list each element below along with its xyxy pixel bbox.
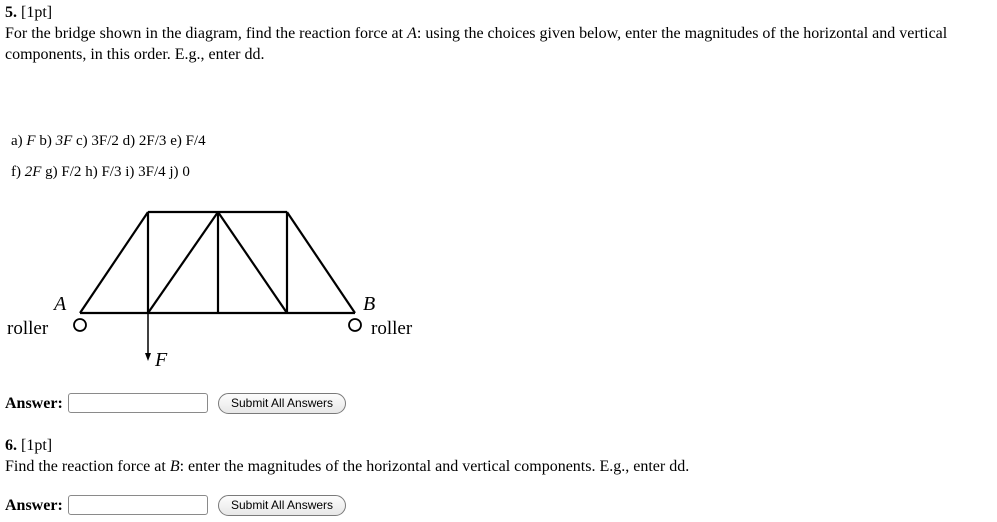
question-5-number: 5. [5, 4, 17, 21]
bridge-truss-diagram [0, 195, 440, 375]
force-arrow-head-icon [145, 353, 151, 361]
choice-letter: b) [39, 133, 52, 149]
choice-letter: g) [45, 164, 58, 180]
choices-row-2 [11, 162, 190, 182]
question-6-header [5, 436, 52, 456]
choice-value: 0 [182, 164, 190, 180]
question-6-answer-label: Answer: [5, 497, 63, 514]
question-6-number: 6. [5, 437, 17, 454]
choice-value: 3F/4 [138, 164, 166, 180]
truss-right-diagonal [287, 212, 355, 313]
label-a: A [54, 293, 67, 315]
roller-left-label: roller [7, 318, 49, 339]
choice-b [39, 133, 72, 149]
truss-left-diagonal [80, 212, 148, 313]
choice-g [45, 164, 81, 180]
choice-letter: c) [76, 133, 88, 149]
question-6-text-part: Find the reaction force at [5, 458, 170, 475]
roller-right-label: roller [371, 318, 413, 339]
roller-b-icon [349, 319, 361, 331]
question-5-text-line2: components, in this order. E.g., enter dd. [5, 46, 265, 63]
question-6-answer-input[interactable] [68, 495, 208, 515]
choice-letter: h) [85, 164, 98, 180]
label-b: B [363, 293, 376, 315]
choice-d [123, 133, 167, 149]
choice-j [169, 164, 189, 180]
question-5-answer-label: Answer: [5, 395, 63, 412]
choice-letter: i) [125, 164, 135, 180]
choice-a [11, 133, 36, 149]
question-5-text-part: For the bridge shown in the diagram, find the reaction force at [5, 25, 408, 42]
choice-value: F/2 [61, 164, 82, 180]
roller-a-icon [74, 319, 86, 331]
choice-letter: f) [11, 164, 21, 180]
question-5-submit-button[interactable]: Submit All Answers [218, 393, 346, 414]
choice-h [85, 164, 121, 180]
question-6-points: [1pt] [21, 437, 53, 454]
choice-value: 3F [55, 133, 73, 149]
question-5-text-part: : using the choices given below, enter the magnitudes of the horizontal and vertical [416, 25, 948, 42]
choice-c [76, 133, 119, 149]
question-5-text-line1 [5, 24, 947, 44]
choice-i [125, 164, 165, 180]
choice-value: 2F [24, 164, 42, 180]
choice-value: 2F/3 [138, 133, 167, 149]
truss-inner-diagonal-1 [148, 212, 218, 313]
choice-letter: a) [11, 133, 23, 149]
question-5-answer-input[interactable] [68, 393, 208, 413]
question-6-var-b: B [169, 458, 180, 475]
question-5-header [5, 3, 52, 23]
choice-value: F/4 [185, 133, 206, 149]
question-6-submit-button[interactable]: Submit All Answers [218, 495, 346, 516]
choice-e [170, 133, 205, 149]
truss-inner-diagonal-2 [218, 212, 287, 313]
choice-value: F/3 [101, 164, 122, 180]
choices-row-1 [11, 131, 206, 151]
question-5-var-a: A [407, 25, 417, 42]
choice-value: F [26, 133, 36, 149]
question-6-text [5, 457, 689, 477]
question-6-text-part: : enter the magnitudes of the horizontal and vertical components. E.g., enter dd. [179, 458, 690, 475]
choice-letter: j) [169, 164, 179, 180]
choice-letter: d) [122, 133, 136, 149]
choice-letter: e) [170, 133, 182, 149]
force-label: F [155, 349, 168, 371]
choice-f [11, 164, 41, 180]
choice-value: 3F/2 [91, 133, 119, 149]
question-5-points: [1pt] [21, 4, 53, 21]
